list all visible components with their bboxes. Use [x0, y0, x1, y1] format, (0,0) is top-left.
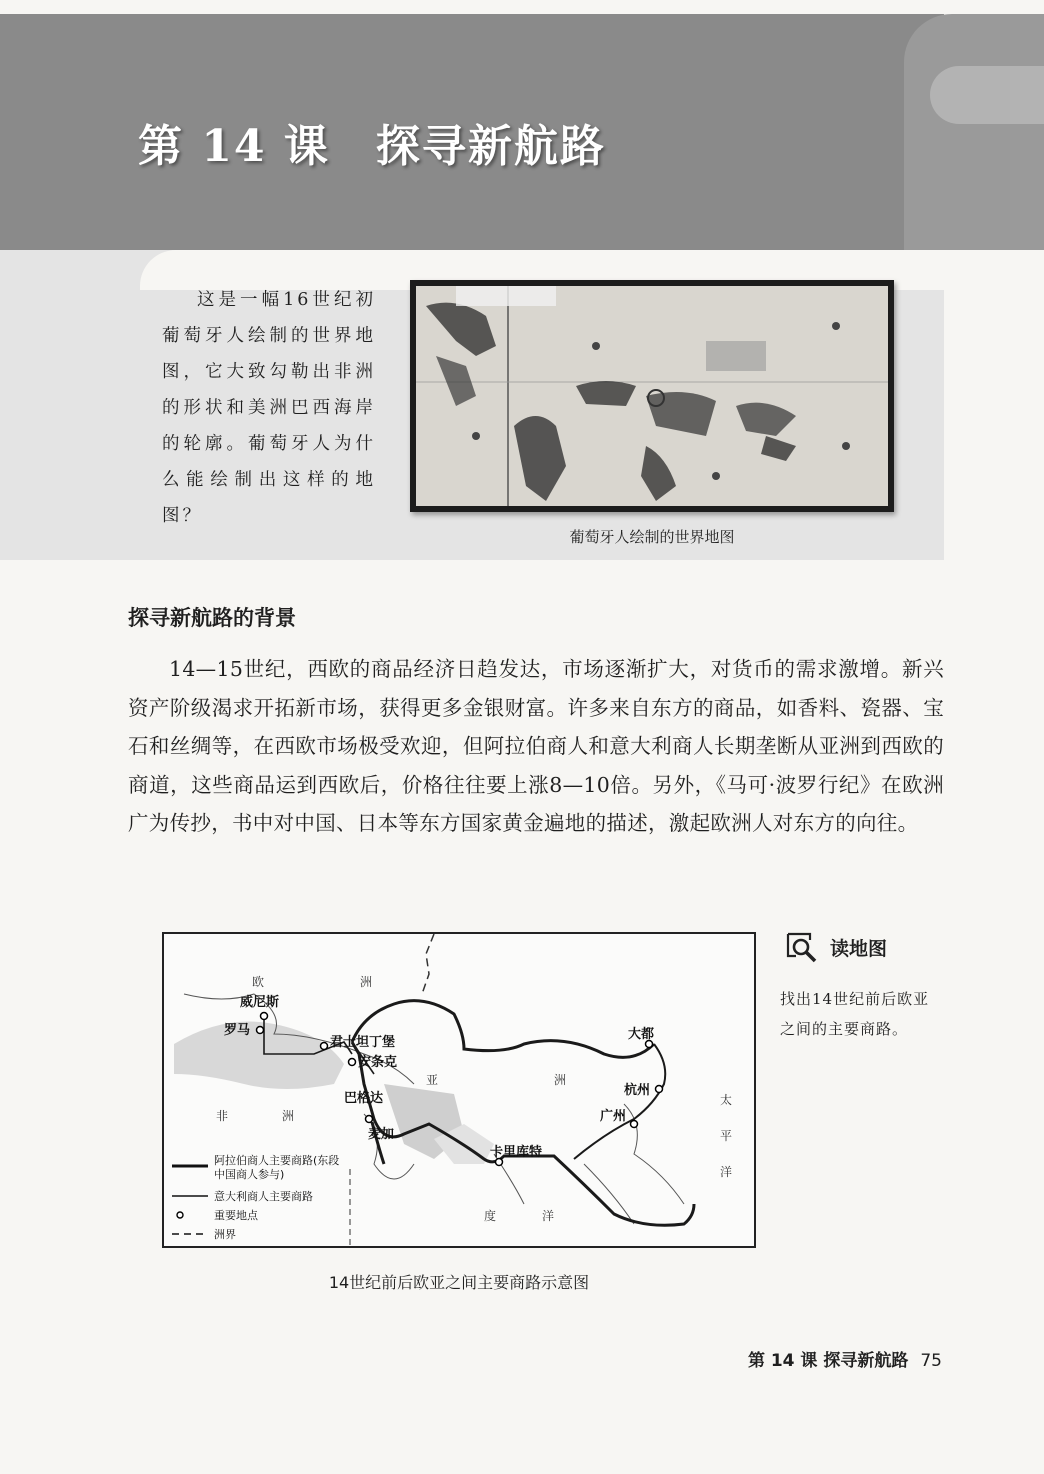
body-paragraph: 14—15世纪，西欧的商品经济日趋发达，市场逐渐扩大，对货币的需求激增。新兴资产阶级渴求开拓新市场，获得更多金银财富。许多来自东方的商品，如香料、瓷器、宝石和丝绸等，在西欧市场极受欢迎，但阿拉伯商人和意大利商人长期垄断从亚洲到西欧的商道，这些商品运到西欧后，价格往往要上涨8—10倍。另外，《马可·波罗行纪》在欧洲广为传抄，书中对中国、日本等东方国家黄金遍地的描述，激起欧洲人对东方的向往。: [128, 657, 944, 835]
legend-arab-route-line2: 中国商人参与): [214, 1168, 285, 1181]
region-asia-2: 洲: [554, 1073, 567, 1087]
rome-marker: [257, 1027, 264, 1034]
header-tab-decoration: [904, 14, 1044, 250]
constantinople-marker: [321, 1043, 328, 1050]
region-pacific-1: 太: [720, 1093, 733, 1107]
legend-italian-route: 意大利商人主要商路: [214, 1190, 313, 1203]
lesson-number: 第 14 课: [138, 121, 330, 172]
label-calicut: 卡里库特: [490, 1145, 543, 1160]
region-africa-1: 非: [216, 1109, 229, 1123]
read-map-heading: [784, 930, 887, 964]
guangzhou-marker: [631, 1121, 638, 1128]
legend-important-place: 重要地点: [214, 1209, 258, 1222]
legend-arab-route-line1: 阿拉伯商人主要商路(东段: [214, 1154, 340, 1167]
world-map-image: [416, 286, 888, 506]
portuguese-world-map-photo: [410, 280, 894, 512]
region-asia-1: 亚: [426, 1073, 439, 1087]
header-tab-inner-decoration: [930, 66, 1044, 124]
label-mecca: 麦加: [368, 1127, 395, 1142]
footer-lesson: 第 14 课 探寻新航路: [747, 1351, 909, 1371]
section-heading: 探寻新航路的背景: [128, 606, 296, 630]
label-antioch: 安条克: [358, 1055, 398, 1070]
trade-route-map: [162, 932, 756, 1248]
lesson-title: [138, 110, 606, 174]
region-ocean-1: 度: [484, 1209, 497, 1223]
northern-trade-route: [352, 1001, 654, 1058]
antioch-marker: [349, 1059, 356, 1066]
label-guangzhou: 广州: [600, 1109, 627, 1124]
label-dadu: 大都: [628, 1027, 655, 1042]
photo-caption: 葡萄牙人绘制的世界地图: [569, 528, 735, 546]
venice-marker: [261, 1013, 268, 1020]
page-number: 75: [920, 1351, 942, 1371]
label-venice: 威尼斯: [240, 995, 280, 1010]
trade-route-map-svg: [164, 934, 754, 1246]
region-africa-2: 洲: [282, 1109, 295, 1123]
region-pacific-2: 平: [720, 1129, 733, 1143]
arab-trade-route: [352, 1042, 694, 1225]
region-europe-1: 欧: [252, 975, 265, 989]
hangzhou-marker: [656, 1086, 663, 1093]
magnifier-icon: [784, 930, 822, 964]
lesson-name: 探寻新航路: [375, 121, 606, 172]
label-constantinople: 君士坦丁堡: [330, 1035, 396, 1050]
region-pacific-3: 洋: [720, 1165, 733, 1179]
legend-continent-border: 洲界: [214, 1228, 236, 1241]
region-europe-2: 洲: [360, 975, 373, 989]
label-rome: 罗马: [224, 1023, 251, 1038]
page-footer: [748, 1346, 942, 1371]
label-baghdad: 巴格达: [344, 1091, 384, 1106]
region-ocean-2: 洋: [542, 1209, 555, 1223]
mecca-marker: [366, 1116, 373, 1123]
map-legend: [172, 1153, 339, 1241]
read-map-title: 读地图: [830, 937, 888, 960]
trade-map-caption: 14世纪前后欧亚之间主要商路示意图: [328, 1273, 590, 1292]
read-map-instruction: 找出14世纪前后欧亚之间的主要商路。: [780, 990, 930, 1038]
label-hangzhou: 杭州: [624, 1083, 651, 1098]
intro-question: 这是一幅16世纪初葡萄牙人绘制的世界地图，它大致勾勒出非洲的形状和美洲巴西海岸的轮廓。葡萄牙人为什么能绘制出这样的地图？: [162, 290, 376, 526]
